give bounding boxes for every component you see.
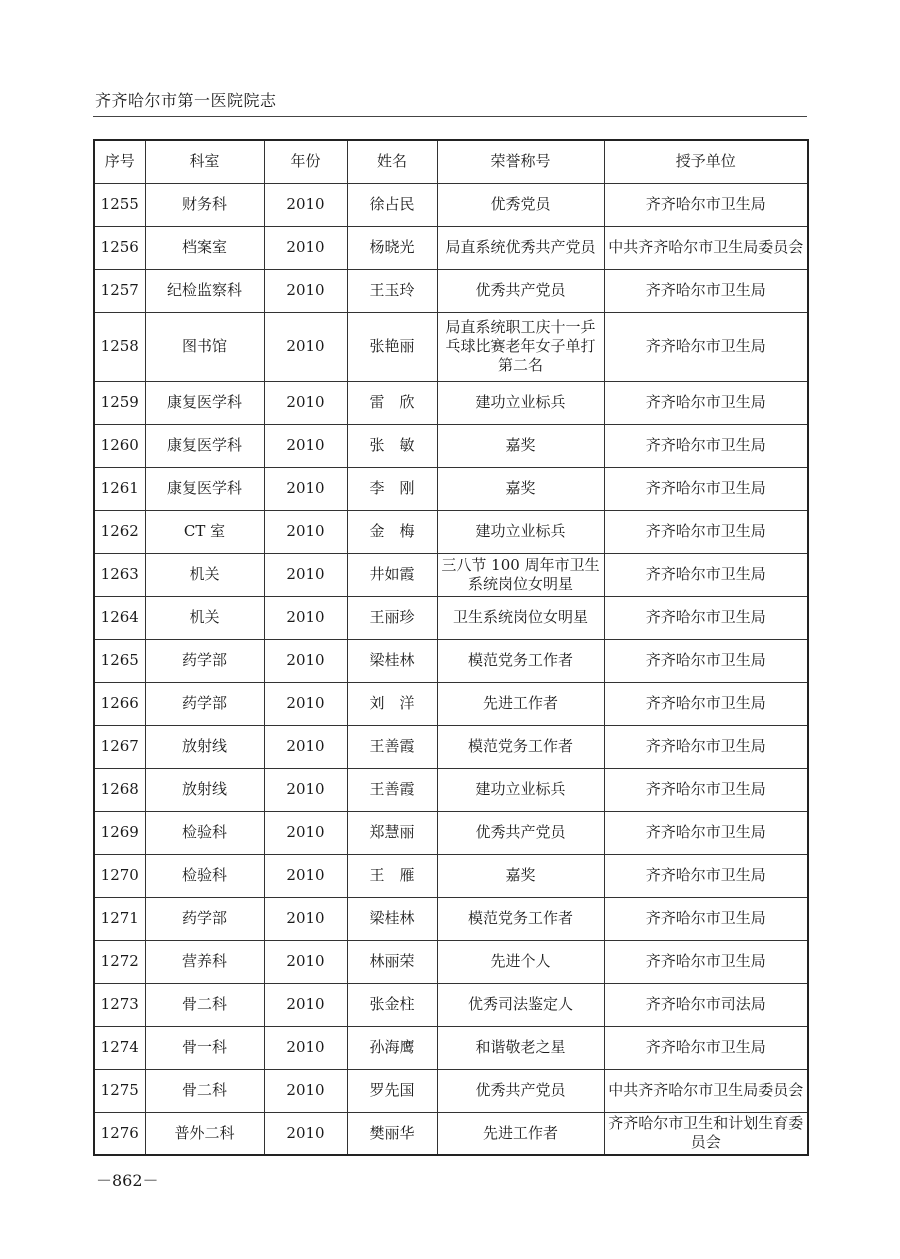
cell-year: 2010 [264, 424, 347, 467]
table-row [94, 725, 808, 768]
cell-name: 王丽珍 [347, 596, 437, 639]
cell-year: 2010 [264, 940, 347, 983]
table-row [94, 467, 808, 510]
cell-honor: 模范党务工作者 [437, 897, 604, 940]
cell-department: 康复医学科 [145, 467, 264, 510]
header-serial: 序号 [94, 140, 145, 183]
cell-name: 刘 洋 [347, 682, 437, 725]
cell-department: 骨二科 [145, 983, 264, 1026]
cell-serial: 1268 [94, 768, 145, 811]
cell-name: 梁桂林 [347, 639, 437, 682]
cell-issuer: 齐齐哈尔市卫生局 [604, 183, 808, 226]
cell-serial: 1261 [94, 467, 145, 510]
cell-honor: 模范党务工作者 [437, 725, 604, 768]
cell-issuer: 中共齐齐哈尔市卫生局委员会 [604, 1069, 808, 1112]
cell-honor: 优秀共产党员 [437, 1069, 604, 1112]
cell-department: 档案室 [145, 226, 264, 269]
table-row [94, 312, 808, 381]
cell-serial: 1275 [94, 1069, 145, 1112]
table-row [94, 1069, 808, 1112]
cell-year: 2010 [264, 639, 347, 682]
table-row [94, 183, 808, 226]
cell-serial: 1274 [94, 1026, 145, 1069]
cell-honor: 先进工作者 [437, 1112, 604, 1155]
cell-issuer: 齐齐哈尔市卫生局 [604, 596, 808, 639]
table-header-row [94, 140, 808, 183]
cell-honor: 先进工作者 [437, 682, 604, 725]
header-department: 科室 [145, 140, 264, 183]
cell-honor: 模范党务工作者 [437, 639, 604, 682]
cell-issuer: 中共齐齐哈尔市卫生局委员会 [604, 226, 808, 269]
header-rule [93, 116, 807, 117]
cell-year: 2010 [264, 596, 347, 639]
cell-name: 梁桂林 [347, 897, 437, 940]
cell-year: 2010 [264, 553, 347, 596]
cell-name: 李 刚 [347, 467, 437, 510]
cell-serial: 1266 [94, 682, 145, 725]
table-row [94, 811, 808, 854]
cell-year: 2010 [264, 854, 347, 897]
cell-issuer: 齐齐哈尔市卫生局 [604, 682, 808, 725]
cell-name: 王善霞 [347, 725, 437, 768]
cell-department: 图书馆 [145, 312, 264, 381]
table-row [94, 1112, 808, 1155]
cell-honor: 卫生系统岗位女明星 [437, 596, 604, 639]
cell-department: 检验科 [145, 854, 264, 897]
cell-name: 杨晓光 [347, 226, 437, 269]
cell-name: 王玉玲 [347, 269, 437, 312]
cell-serial: 1273 [94, 983, 145, 1026]
cell-name: 孙海鹰 [347, 1026, 437, 1069]
cell-department: 机关 [145, 596, 264, 639]
cell-issuer: 齐齐哈尔市卫生局 [604, 269, 808, 312]
cell-department: 机关 [145, 553, 264, 596]
cell-honor: 嘉奖 [437, 467, 604, 510]
table-row [94, 510, 808, 553]
cell-issuer: 齐齐哈尔市卫生局 [604, 639, 808, 682]
table-row [94, 553, 808, 596]
cell-year: 2010 [264, 811, 347, 854]
cell-issuer: 齐齐哈尔市卫生局 [604, 940, 808, 983]
cell-department: 药学部 [145, 897, 264, 940]
cell-honor: 三八节 100 周年市卫生系统岗位女明星 [437, 553, 604, 596]
table-row [94, 381, 808, 424]
cell-honor: 优秀司法鉴定人 [437, 983, 604, 1026]
table-row [94, 269, 808, 312]
cell-department: 药学部 [145, 682, 264, 725]
cell-serial: 1259 [94, 381, 145, 424]
cell-serial: 1267 [94, 725, 145, 768]
cell-year: 2010 [264, 768, 347, 811]
cell-issuer: 齐齐哈尔市卫生局 [604, 1026, 808, 1069]
cell-honor: 嘉奖 [437, 854, 604, 897]
cell-year: 2010 [264, 510, 347, 553]
cell-serial: 1272 [94, 940, 145, 983]
cell-honor: 嘉奖 [437, 424, 604, 467]
cell-department: 骨二科 [145, 1069, 264, 1112]
cell-honor: 优秀共产党员 [437, 269, 604, 312]
cell-name: 井如霞 [347, 553, 437, 596]
cell-name: 郑慧丽 [347, 811, 437, 854]
cell-name: 罗先国 [347, 1069, 437, 1112]
cell-issuer: 齐齐哈尔市司法局 [604, 983, 808, 1026]
cell-issuer: 齐齐哈尔市卫生局 [604, 381, 808, 424]
table-row [94, 983, 808, 1026]
honors-table [93, 139, 809, 1156]
cell-serial: 1256 [94, 226, 145, 269]
cell-honor: 优秀党员 [437, 183, 604, 226]
header-issuer: 授予单位 [604, 140, 808, 183]
cell-year: 2010 [264, 725, 347, 768]
cell-serial: 1265 [94, 639, 145, 682]
cell-year: 2010 [264, 1069, 347, 1112]
cell-name: 樊丽华 [347, 1112, 437, 1155]
cell-name: 张金柱 [347, 983, 437, 1026]
cell-issuer: 齐齐哈尔市卫生局 [604, 424, 808, 467]
cell-year: 2010 [264, 467, 347, 510]
cell-name: 张艳丽 [347, 312, 437, 381]
cell-serial: 1258 [94, 312, 145, 381]
cell-department: 普外二科 [145, 1112, 264, 1155]
cell-honor: 先进个人 [437, 940, 604, 983]
cell-name: 林丽荣 [347, 940, 437, 983]
cell-issuer: 齐齐哈尔市卫生局 [604, 725, 808, 768]
cell-issuer: 齐齐哈尔市卫生局 [604, 553, 808, 596]
table-row [94, 940, 808, 983]
cell-issuer: 齐齐哈尔市卫生局 [604, 510, 808, 553]
cell-year: 2010 [264, 312, 347, 381]
table-row [94, 1026, 808, 1069]
cell-serial: 1264 [94, 596, 145, 639]
cell-honor: 建功立业标兵 [437, 768, 604, 811]
cell-department: 药学部 [145, 639, 264, 682]
cell-serial: 1257 [94, 269, 145, 312]
cell-name: 雷 欣 [347, 381, 437, 424]
table-row [94, 768, 808, 811]
cell-serial: 1260 [94, 424, 145, 467]
cell-year: 2010 [264, 1112, 347, 1155]
cell-honor: 建功立业标兵 [437, 510, 604, 553]
cell-name: 张 敏 [347, 424, 437, 467]
cell-honor: 局直系统职工庆十一乒乓球比赛老年女子单打第二名 [437, 312, 604, 381]
header-year: 年份 [264, 140, 347, 183]
cell-year: 2010 [264, 682, 347, 725]
cell-honor: 建功立业标兵 [437, 381, 604, 424]
cell-issuer: 齐齐哈尔市卫生局 [604, 768, 808, 811]
cell-issuer: 齐齐哈尔市卫生局 [604, 897, 808, 940]
cell-department: 康复医学科 [145, 424, 264, 467]
table-row [94, 226, 808, 269]
table-row [94, 854, 808, 897]
table-row [94, 596, 808, 639]
cell-honor: 和谐敬老之星 [437, 1026, 604, 1069]
header-honor: 荣誉称号 [437, 140, 604, 183]
cell-year: 2010 [264, 897, 347, 940]
cell-serial: 1262 [94, 510, 145, 553]
cell-serial: 1255 [94, 183, 145, 226]
page-number: －862－ [96, 1171, 159, 1190]
cell-department: 检验科 [145, 811, 264, 854]
cell-issuer: 齐齐哈尔市卫生局 [604, 467, 808, 510]
cell-department: 放射线 [145, 725, 264, 768]
cell-serial: 1276 [94, 1112, 145, 1155]
table-row [94, 424, 808, 467]
cell-name: 王 雁 [347, 854, 437, 897]
cell-honor: 优秀共产党员 [437, 811, 604, 854]
header-name: 姓名 [347, 140, 437, 183]
cell-year: 2010 [264, 226, 347, 269]
cell-year: 2010 [264, 983, 347, 1026]
cell-year: 2010 [264, 183, 347, 226]
cell-name: 徐占民 [347, 183, 437, 226]
cell-name: 金 梅 [347, 510, 437, 553]
cell-department: CT 室 [145, 510, 264, 553]
cell-serial: 1269 [94, 811, 145, 854]
cell-year: 2010 [264, 1026, 347, 1069]
cell-department: 财务科 [145, 183, 264, 226]
table-row [94, 897, 808, 940]
cell-issuer: 齐齐哈尔市卫生局 [604, 312, 808, 381]
cell-serial: 1271 [94, 897, 145, 940]
cell-department: 放射线 [145, 768, 264, 811]
cell-issuer: 齐齐哈尔市卫生局 [604, 811, 808, 854]
cell-year: 2010 [264, 381, 347, 424]
cell-issuer: 齐齐哈尔市卫生局 [604, 854, 808, 897]
cell-name: 王善霞 [347, 768, 437, 811]
cell-department: 营养科 [145, 940, 264, 983]
cell-department: 康复医学科 [145, 381, 264, 424]
cell-honor: 局直系统优秀共产党员 [437, 226, 604, 269]
cell-department: 骨一科 [145, 1026, 264, 1069]
cell-department: 纪检监察科 [145, 269, 264, 312]
cell-serial: 1263 [94, 553, 145, 596]
cell-serial: 1270 [94, 854, 145, 897]
running-head-title: 齐齐哈尔市第一医院院志 [95, 91, 277, 110]
cell-issuer: 齐齐哈尔市卫生和计划生育委员会 [604, 1112, 808, 1155]
cell-year: 2010 [264, 269, 347, 312]
table-row [94, 639, 808, 682]
table-row [94, 682, 808, 725]
